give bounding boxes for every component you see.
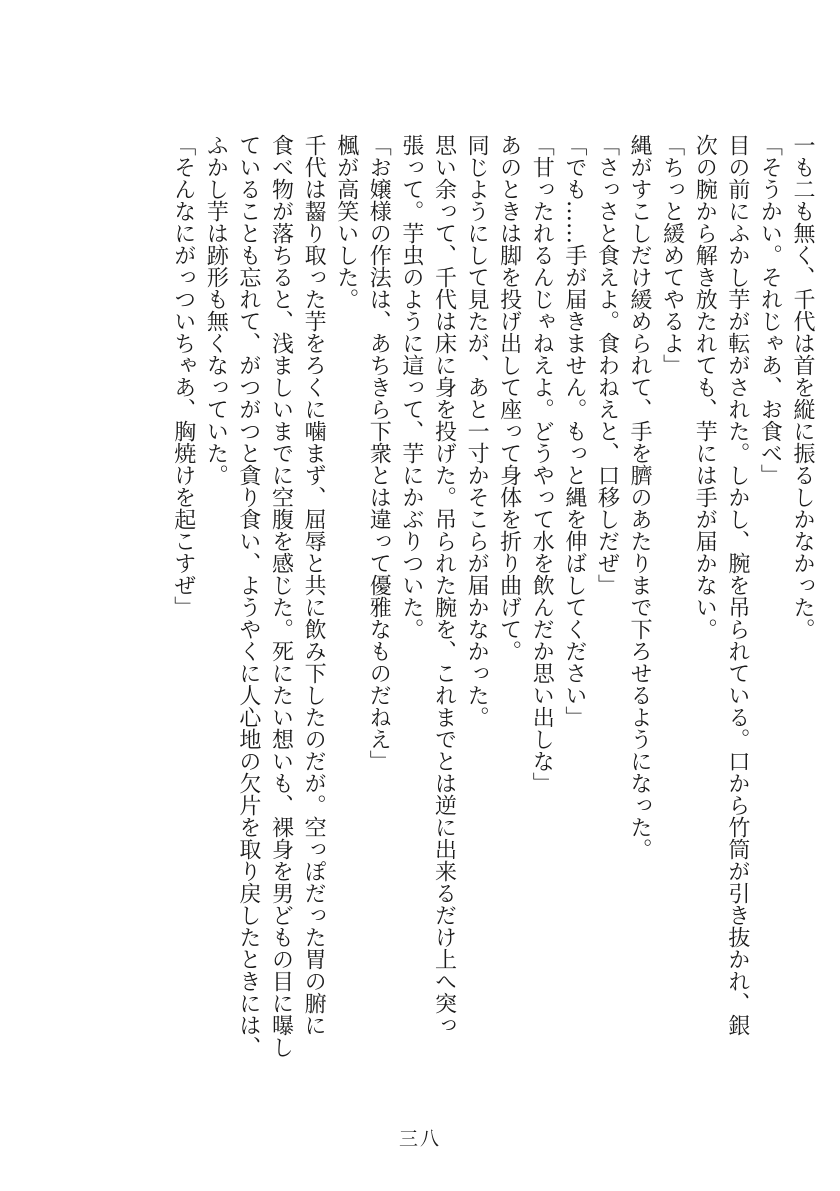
text-line: 楓が高笑いした。 [333,134,359,310]
text-line: 一も二も無く、千代は首を縦に振るしかなかった。 [790,134,815,640]
text-line: 「さっさと食えよ。食わねえと、口移しだぜ」 [594,134,620,596]
text-line: 次の腕から解き放たれても、芋には手が届かない。 [692,134,718,640]
text-line: 同じようにして見たが、あと一寸かそこらが届かなかった。 [464,134,490,728]
text-line: 「そんなにがっついちゃあ、胸焼けを起こすぜ」 [170,134,196,618]
text-line: ふかし芋は跡形も無くなっていた。 [203,134,229,486]
text-line: 千代は齧り取った芋をろくに噛まず、屈辱と共に飲み下したのだが。空っぽだった胃の腑に [301,134,327,1036]
page-number: 三八 [398,1128,441,1150]
text-line: 食べ物が落ちると、浅ましいまでに空腹を感じた。死にたい想いも、裸身を男どもの目に曝し [268,134,294,1058]
text-line: 「そうかい。それじゃあ、お食べ」 [757,134,783,486]
body-text [166,134,818,1124]
text-line: 張って。芋虫のように這って、芋にかぶりついた。 [398,134,424,640]
text-line: 「でも……手が届きません。もっと縄を伸ばしてください」 [561,134,587,728]
text-line: 縄がすこしだけ緩められて、手を臍のあたりまで下ろせるようになった。 [627,134,653,860]
text-line: あのときは脚を投げ出して座って身体を折り曲げて。 [496,134,522,662]
text-line: 目の前にふかし芋が転がされた。しかし、腕を吊られている。口から竹筒が引き抜かれ、銀 [724,134,750,1036]
text-line: 「甘ったれるんじゃねえよ。どうやって水を飲んだか思い出しな」 [529,134,555,794]
text-line: 「ちっと緩めてやるよ」 [659,134,685,376]
text-line: ていることも忘れて、がつがつと貪り食い、ようやくに人心地の欠片を取り戻したときには、 [235,134,261,1058]
text-line: 「お嬢様の作法は、あちきら下衆とは違って優雅なものだねえ」 [366,134,392,772]
text-line: 思い余って、千代は床に身を投げた。吊られた腕を、これまでとは逆に出来るだけ上へ突っ [431,134,457,1036]
